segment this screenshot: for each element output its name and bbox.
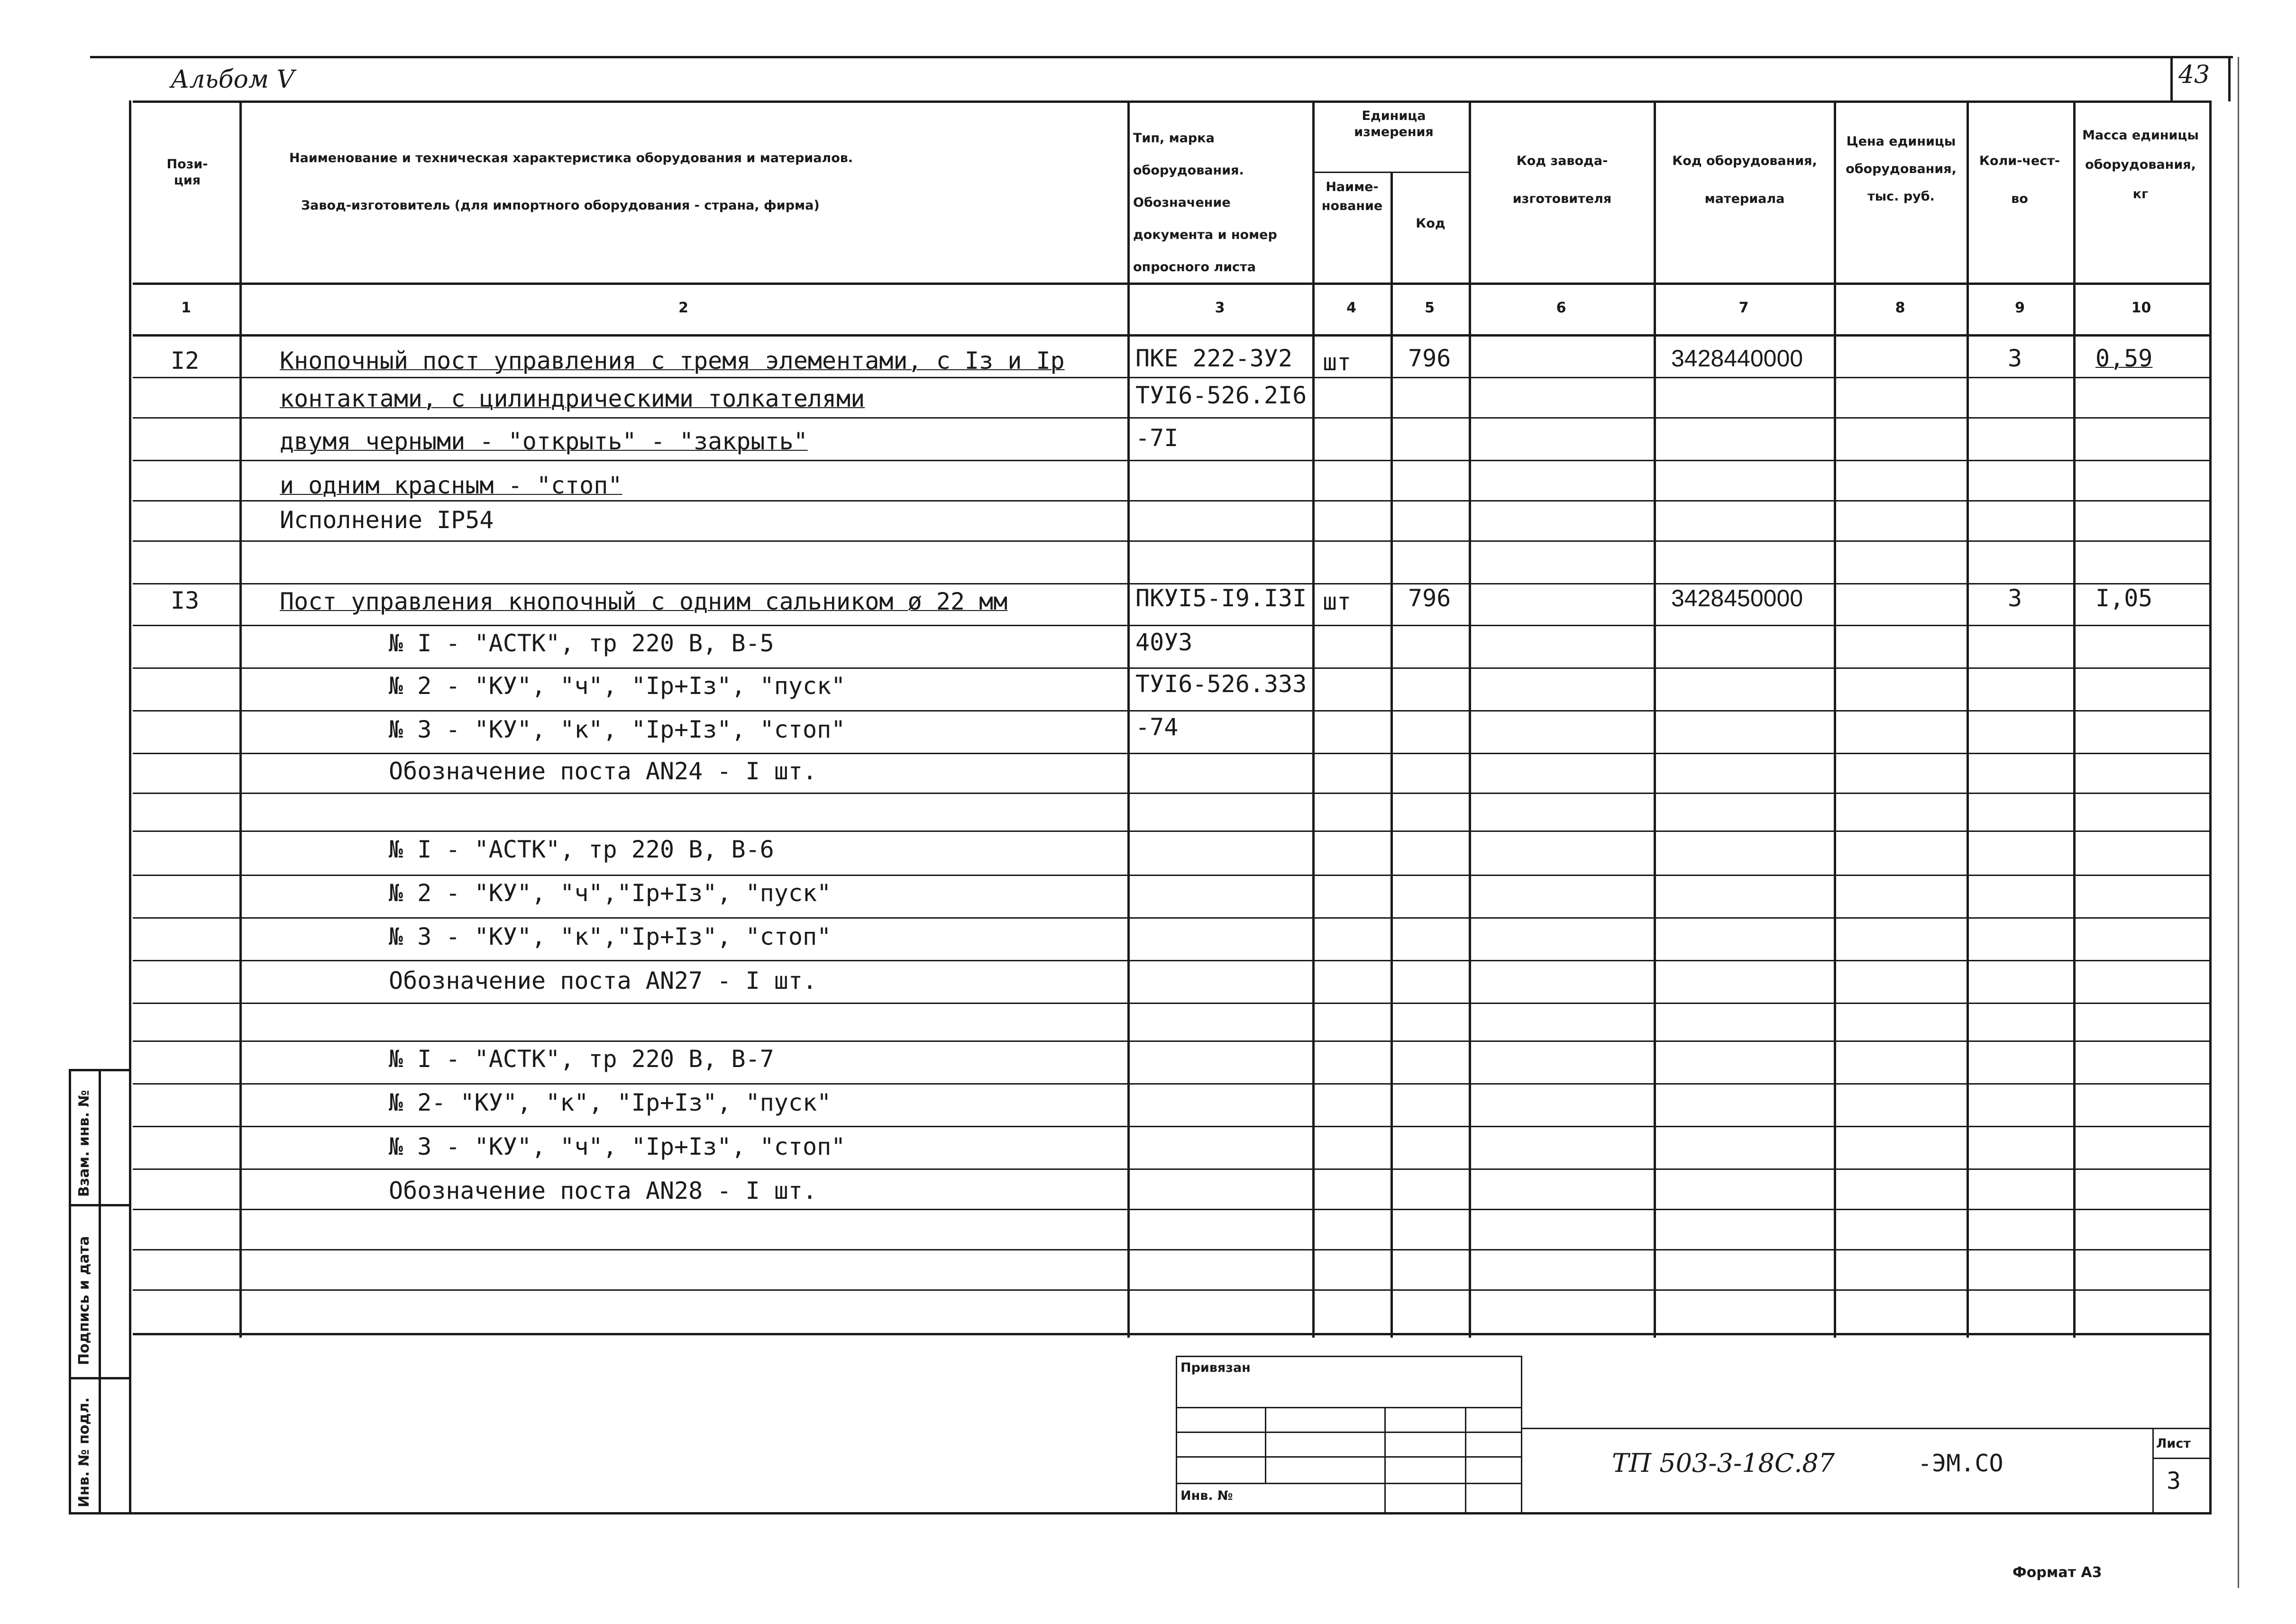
privyazan-right <box>1521 1356 1522 1515</box>
table-row-name: № 3 - "КУ", "ч", "Iр+Iз", "стоп" <box>389 1133 846 1160</box>
col-line-9 <box>2073 100 2076 1338</box>
sheet-box-left <box>2152 1428 2154 1513</box>
doc-suffix: -ЭМ.СО <box>1918 1450 2003 1477</box>
col-line-7 <box>1834 100 1836 1338</box>
colnum-6: 6 <box>1556 300 1566 316</box>
table-row-name: № 2 - "КУ", "ч","Iр+Iз", "пуск" <box>389 879 832 907</box>
header-col7: Код оборудования, материала <box>1672 154 1817 206</box>
table-row-pos: I3 <box>171 587 200 614</box>
row-line <box>133 1168 2209 1170</box>
table-row-name: № 2 - "КУ", "ч", "Iр+Iз", "пуск" <box>389 672 846 700</box>
table-row-pos: I2 <box>171 347 200 374</box>
table-row-name: № I - "АСТК", тр 220 В, В-5 <box>389 630 774 657</box>
bottom-frame <box>69 1512 2212 1515</box>
table-row-name: Обозначение поста АN28 - I шт. <box>389 1177 817 1204</box>
colnum-4: 4 <box>1346 300 1356 316</box>
colnum-8: 8 <box>1895 300 1905 316</box>
row-line <box>133 1083 2209 1085</box>
header-col6: Код завода-изготовителя <box>1512 154 1612 206</box>
row-line <box>133 1126 2209 1127</box>
colnum-9: 9 <box>2015 300 2025 316</box>
table-row-equip-code: 3428450000 <box>1671 585 1803 611</box>
col-line-4 <box>1390 173 1393 1338</box>
sheet-label: Лист <box>2156 1436 2191 1451</box>
table-row-name: Обозначение поста АN24 - I шт. <box>389 757 817 785</box>
row-line <box>133 1249 2209 1250</box>
header-col10: Масса единицы оборудования, кг <box>2082 128 2199 201</box>
privyazan-left <box>1176 1356 1177 1515</box>
table-row-equip-code: 3428440000 <box>1671 345 1803 372</box>
table-row-name: Исполнение IP54 <box>280 506 494 534</box>
row-line <box>133 1289 2209 1291</box>
format-label: Формат А3 <box>2012 1564 2102 1581</box>
table-row-qty: 3 <box>2008 584 2022 612</box>
col-line-3 <box>1312 100 1315 1338</box>
stamp-col <box>1384 1407 1386 1515</box>
side-label-vzam-inv: Взам. инв. № <box>76 1090 92 1197</box>
page-number: 43 <box>2178 61 2210 89</box>
side-strip-div2 <box>69 1377 130 1379</box>
side-strip-div1 <box>69 1204 130 1206</box>
colnum-10: 10 <box>2131 300 2151 316</box>
header-col1: Пози- ция <box>166 157 208 188</box>
table-row-name: и одним красным - "стоп" <box>280 472 622 499</box>
header-col4: Наиме-нование <box>1321 180 1383 213</box>
table-row-name: контактами, с цилиндрическими толкателями <box>280 385 865 412</box>
header-col2-line2: Завод-изготовитель (для импортного оборудования - страна, фирма) <box>301 198 820 213</box>
stamp-row <box>1176 1456 1522 1458</box>
table-row-name: Кнопочный пост управления с тремя элементами, с Iз и Iр <box>280 347 1065 374</box>
row-line <box>133 417 2209 419</box>
row-line <box>133 830 2209 832</box>
header-col5: Код <box>1416 216 1445 231</box>
table-row-name: № I - "АСТК", тр 220 В, В-7 <box>389 1045 774 1073</box>
table-row-type: 40У3 <box>1135 629 1193 656</box>
row-line <box>133 710 2209 712</box>
colnum-7: 7 <box>1738 300 1749 316</box>
table-row-code: 796 <box>1408 345 1451 372</box>
colnum-3: 3 <box>1215 300 1225 316</box>
album-label: Альбом V <box>171 65 295 94</box>
colnum-bottom <box>133 334 2209 337</box>
side-strip-top <box>69 1069 130 1071</box>
table-row-name: Пост управления кнопочный с одним сальником ø 22 мм <box>280 588 1008 615</box>
table-row-unit: шт <box>1323 348 1352 376</box>
privyazan-label: Привязан <box>1180 1360 1251 1375</box>
table-row-type: ТУI6-526.2I6 <box>1135 382 1307 409</box>
table-row-name: № I - "АСТК", тр 220 В, В-6 <box>389 836 774 863</box>
table-top-border <box>133 100 2211 103</box>
colnum-5: 5 <box>1425 300 1435 316</box>
privyazan-top <box>1176 1356 1522 1357</box>
title-block-top <box>1521 1428 2209 1429</box>
table-row-type: -74 <box>1135 713 1179 741</box>
col-line-2 <box>1127 100 1130 1338</box>
table-row-name: № 3 - "КУ", "к", "Iр+Iз", "стоп" <box>389 716 846 743</box>
left-frame <box>129 100 131 1514</box>
table-row-type: ПКЕ 222-3У2 <box>1135 345 1293 372</box>
row-line <box>133 793 2209 794</box>
colnum-2: 2 <box>678 300 688 316</box>
table-row-type: ПКУI5-I9.I3I <box>1135 584 1307 612</box>
row-line <box>133 917 2209 919</box>
table-row-name: Обозначение поста АN27 - I шт. <box>389 967 817 994</box>
sheet-box-divider <box>2152 1458 2209 1459</box>
side-label-inv-podl: Инв. № подл. <box>76 1397 92 1507</box>
row-line <box>133 460 2209 461</box>
colnum-1: 1 <box>181 300 191 316</box>
sheet-number: 3 <box>2167 1467 2181 1495</box>
table-row-code: 796 <box>1408 584 1451 612</box>
row-line <box>133 667 2209 669</box>
stamp-row <box>1176 1483 1522 1484</box>
row-line <box>133 625 2209 626</box>
side-label-podpis-data: Подпись и дата <box>76 1236 92 1365</box>
stamp-row <box>1176 1407 1522 1408</box>
stamp-col <box>1465 1407 1466 1515</box>
table-row-mass: I,05 <box>2095 584 2153 612</box>
row-line <box>133 1003 2209 1004</box>
col-line-6 <box>1654 100 1656 1338</box>
row-line <box>133 1209 2209 1210</box>
row-line <box>133 1040 2209 1042</box>
table-row-unit: шт <box>1323 588 1352 615</box>
side-strip-mid <box>99 1069 101 1515</box>
row-line <box>133 500 2209 502</box>
page-number-box-right <box>2228 56 2231 101</box>
header-col2-line1: Наименование и техническая характеристика оборудования и материалов. <box>289 151 853 165</box>
table-row-mass: 0,59 <box>2095 345 2153 372</box>
row-line <box>133 753 2209 754</box>
table-row-name: двумя черными - "открыть" - "закрыть" <box>280 428 808 455</box>
table-row-qty: 3 <box>2008 345 2022 372</box>
row-line <box>133 540 2209 542</box>
page-number-box-left <box>2170 56 2173 101</box>
right-edge-line <box>2238 57 2239 1588</box>
stamp-row <box>1176 1432 1522 1433</box>
right-frame <box>2209 100 2212 1514</box>
row-line <box>133 875 2209 876</box>
inv-no-label: Инв. № <box>1180 1488 1233 1503</box>
table-row-type: -7I <box>1135 424 1179 452</box>
row-line <box>133 960 2209 961</box>
side-strip-left <box>69 1069 71 1515</box>
doc-code: ТП 503-3-18С.87 <box>1612 1448 1835 1478</box>
col-line-5 <box>1469 100 1471 1338</box>
top-border <box>90 56 2233 58</box>
table-bottom <box>133 1333 2209 1335</box>
header-col3: Тип, марка оборудования. Обозначение документа и номер опросного листа <box>1133 131 1277 274</box>
stamp-col <box>1265 1407 1266 1483</box>
header-col9: Коли-чест-во <box>1979 154 2060 206</box>
row-line <box>133 377 2209 378</box>
col-line-8 <box>1967 100 1969 1338</box>
header-col8: Цена единицы оборудования, тыс. руб. <box>1846 134 1957 204</box>
table-row-type: ТУI6-526.333 <box>1135 670 1307 698</box>
unit-group-divider <box>1312 172 1470 173</box>
table-row-name: № 2- "КУ", "к", "Iр+Iз", "пуск" <box>389 1089 832 1116</box>
col-line-1 <box>239 100 242 1338</box>
table-row-name: № 3 - "КУ", "к","Iр+Iз", "стоп" <box>389 923 832 950</box>
header-col4-group: Единица измерения <box>1354 109 1434 139</box>
